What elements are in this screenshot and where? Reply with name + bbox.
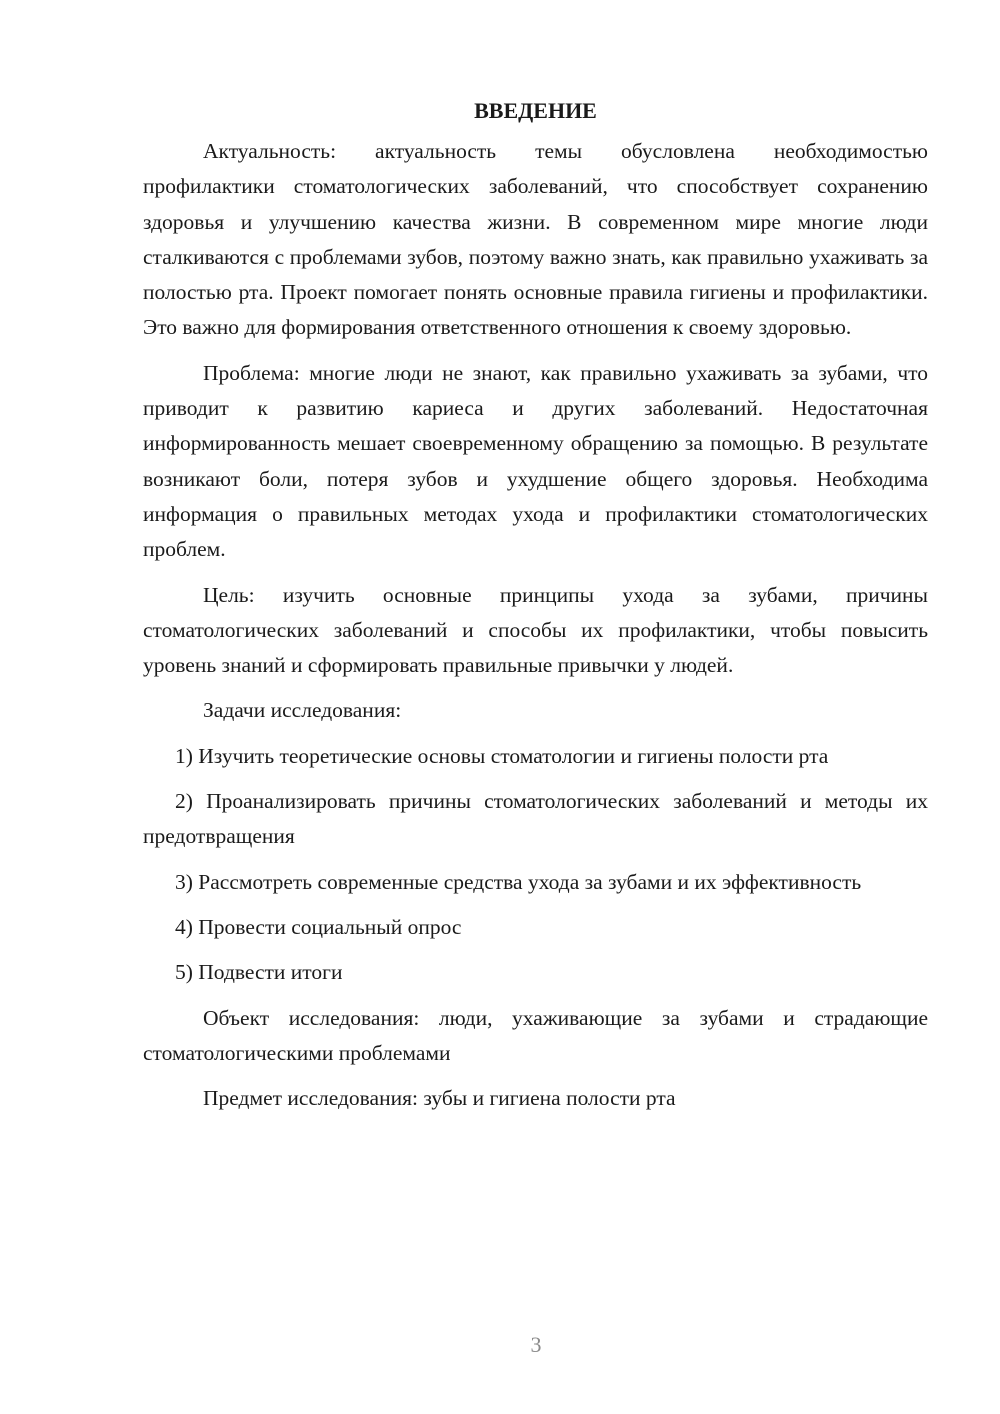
research-object-paragraph: Объект исследования: люди, ухаживающие за зубами и страдающие стоматологическими проблемами bbox=[143, 1005, 928, 1065]
page-number: 3 bbox=[530, 1332, 542, 1357]
task-item-1: 1) Изучить теоретические основы стоматологии и гигиены полости рта bbox=[175, 743, 829, 768]
task-item-4: 4) Провести социальный опрос bbox=[175, 914, 462, 939]
tasks-heading: Задачи исследования: bbox=[203, 698, 402, 723]
task-item-3: 3) Рассмотреть современные средства ухода за зубами и их эффективность bbox=[175, 869, 862, 894]
task-item-5: 5) Подвести итоги bbox=[175, 960, 343, 985]
task-item-2: 2) Проанализировать причины стоматологических заболеваний и методы их предотвращения bbox=[143, 789, 928, 849]
relevance-paragraph: Актуальность: актуальность темы обусловлена необходимостью профилактики стоматологических заболеваний, что способствует сохранению здоровья и улучшению качества жизни. В современном мире многие люди сталкиваются с проблемами зубов, поэтому важно знать, как правильно ухаживать за полостью рта. Проект помогает понять основные правила гигиены и профилактики. Это важно для формирования ответственного отношения к своему здоровью. bbox=[143, 139, 928, 340]
page-title: ВВЕДЕНИЕ bbox=[474, 98, 597, 123]
problem-paragraph: Проблема: многие люди не знают, как правильно ухаживать за зубами, что приводит к развитию кариеса и других заболеваний. Недостаточная информированность мешает своевременному обращению за помощью. В результате возникают боли, потеря зубов и ухудшение общего здоровья. Необходима информация о правильных методах ухода и профилактики стоматологических проблем. bbox=[143, 360, 928, 562]
document-page bbox=[143, 96, 928, 1126]
goal-paragraph: Цель: изучить основные принципы ухода за зубами, причины стоматологических заболеваний и способы их профилактики, чтобы повысить уровень знаний и сформировать правильные привычки у людей. bbox=[143, 582, 928, 678]
research-subject-paragraph: Предмет исследования: зубы и гигиена полости рта bbox=[203, 1086, 676, 1111]
